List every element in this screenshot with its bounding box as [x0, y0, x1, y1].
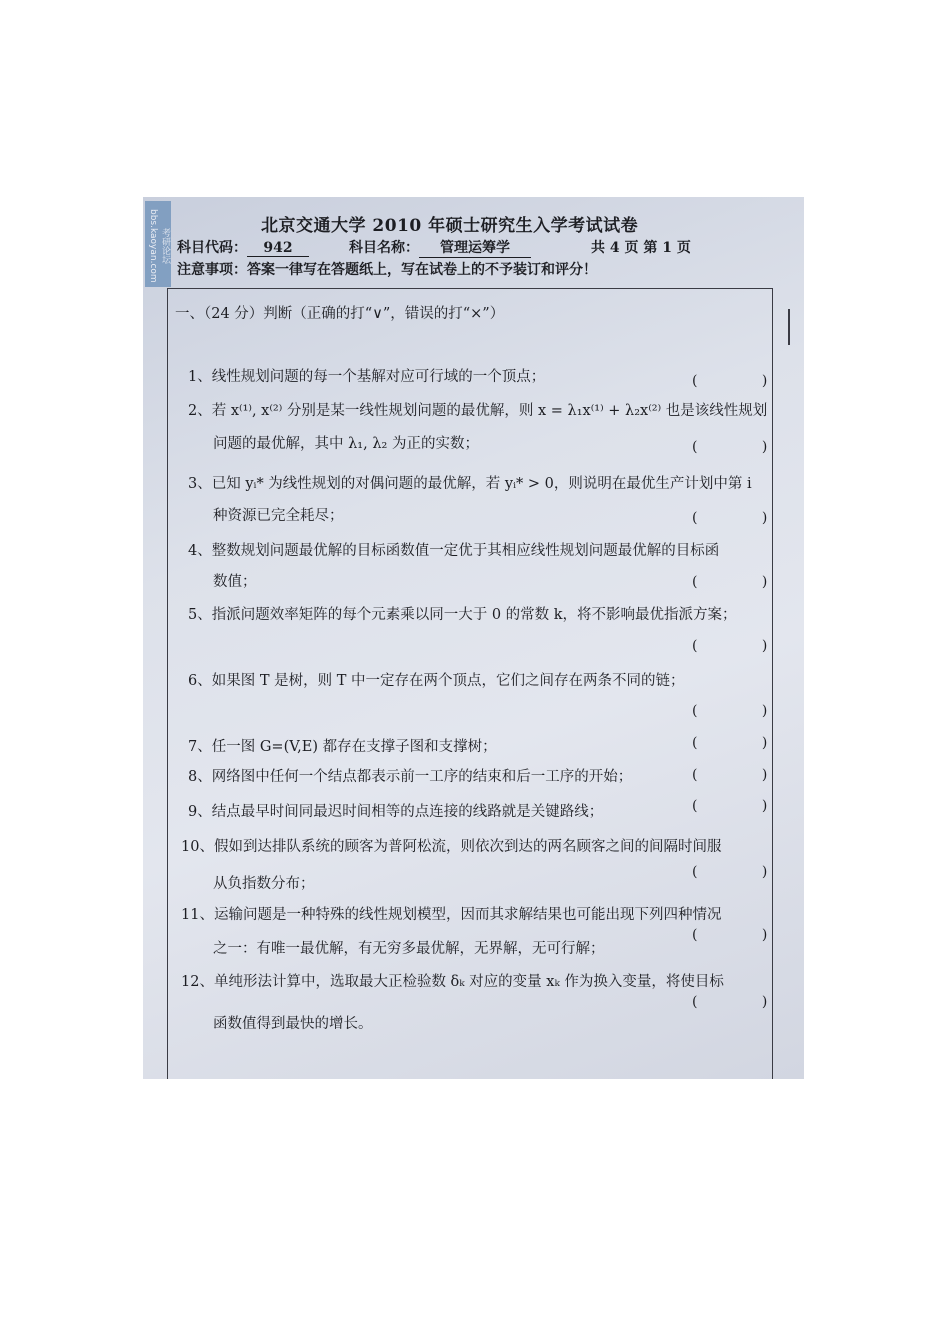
question-12-cont: 函数值得到最快的增长。 [213, 1016, 373, 1032]
answer-blank-6: ( ) [692, 703, 798, 719]
answer-blank-12: ( ) [692, 994, 798, 1010]
answer-blank-4: ( ) [692, 574, 798, 590]
question-6: 6、如果图 T 是树，则 T 中一定存在两个顶点，它们之间存在两条不同的链； [188, 673, 685, 689]
watermark-logo: 考研论坛 bbs.kaoyan.com [145, 201, 171, 287]
question-11: 11、运输问题是一种特殊的线性规划模型，因而其求解结果也可能出现下列四种情况 [181, 907, 722, 923]
question-2-cont: 问题的最优解，其中 λ₁, λ₂ 为正的实数； [213, 436, 479, 452]
exam-notice: 注意事项：答案一律写在答题纸上，写在试卷上的不予装订和评分！ [177, 262, 597, 278]
subject-name-label: 科目名称： [349, 240, 419, 256]
subject-name-value: 管理运筹学 [419, 237, 531, 258]
question-4: 4、整数规划问题最优解的目标函数值一定优于其相应线性规划问题最优解的目标函 [188, 543, 720, 559]
exam-page-photo [143, 197, 804, 1079]
frame-divider [788, 309, 790, 345]
question-5: 5、指派问题效率矩阵的每个元素乘以同一大于 0 的常数 k，将不影响最优指派方案； [188, 607, 737, 623]
answer-blank-11: ( ) [692, 927, 798, 943]
question-10: 10、假如到达排队系统的顾客为普阿松流，则依次到达的两名顾客之间的间隔时间服 [181, 839, 722, 855]
question-2: 2、若 x⁽¹⁾, x⁽²⁾ 分别是某一线性规划问题的最优解，则 x = λ₁x⁽¹⁾ + λ₂x⁽²⁾ 也是该线性规划 [188, 403, 768, 419]
question-8: 8、网络图中任何一个结点都表示前一工序的结束和后一工序的开始； [188, 769, 633, 785]
exam-title: 北京交通大学 2010 年硕士研究生入学考试试卷 [261, 216, 639, 236]
question-1: 1、线性规划问题的每一个基解对应可行域的一个顶点； [188, 369, 546, 385]
answer-blank-1: ( ) [692, 373, 798, 389]
answer-blank-7: ( ) [692, 735, 798, 751]
answer-blank-10: ( ) [692, 864, 798, 880]
question-3: 3、已知 yᵢ* 为线性规划的对偶问题的最优解，若 yᵢ* > 0，则说明在最优生产计划中第 i [188, 476, 752, 492]
question-7: 7、任一图 G=(V,E) 都存在支撑子图和支撑树； [188, 739, 497, 755]
question-10-cont: 从负指数分布； [213, 876, 315, 892]
subject-code [177, 237, 309, 257]
question-9: 9、结点最早时间同最迟时间相等的点连接的线路就是关键路线； [188, 804, 604, 820]
question-3-cont: 种资源已完全耗尽； [213, 508, 344, 524]
question-4-cont: 数值； [213, 574, 257, 590]
question-12: 12、单纯形法计算中，选取最大正检验数 δₖ 对应的变量 xₖ 作为换入变量，将使目标 [181, 974, 724, 990]
question-11-cont: 之一：有唯一最优解，有无穷多最优解，无界解，无可行解； [213, 941, 605, 957]
answer-blank-9: ( ) [692, 798, 798, 814]
subject-code-label: 科目代码： [177, 240, 247, 256]
page-count: 共 4 页 第 1 页 [591, 240, 691, 256]
answer-blank-8: ( ) [692, 767, 798, 783]
answer-blank-5: ( ) [692, 638, 798, 654]
section-heading: 一、（24 分）判断（正确的打“∨”，错误的打“×”） [175, 306, 505, 322]
answer-blank-3: ( ) [692, 510, 798, 526]
subject-name [349, 237, 531, 258]
answer-blank-2: ( ) [692, 439, 798, 455]
subject-code-value: 942 [247, 240, 309, 257]
